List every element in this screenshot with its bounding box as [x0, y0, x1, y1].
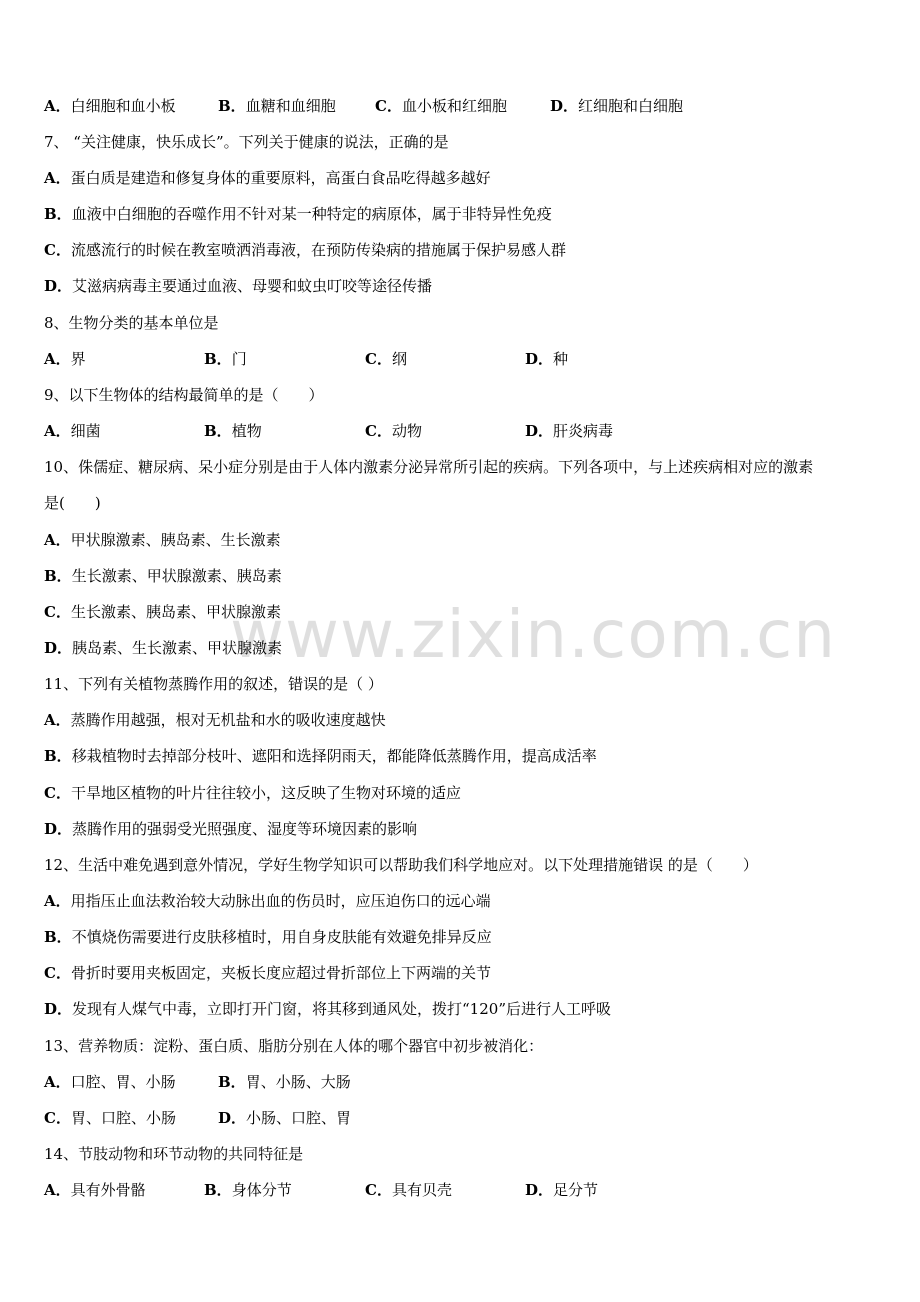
- q8-options: [44, 347, 890, 371]
- q13-options-row2: [44, 1106, 890, 1130]
- q6-option-d: D．红细胞和白细胞: [550, 97, 684, 115]
- q11-option-a: A．蒸腾作用越强，根对无机盐和水的吸收速度越快: [44, 711, 386, 729]
- q14-option-b: B．身体分节: [204, 1181, 292, 1199]
- q14-option-a: A．具有外骨骼: [44, 1181, 146, 1199]
- q13-stem: 13、营养物质：淀粉、蛋白质、脂肪分别在人体的哪个器官中初步被消化：: [44, 1037, 544, 1055]
- q8-option-c: C．纲: [365, 350, 407, 368]
- q7-option-b: B．血液中白细胞的吞噬作用不针对某一种特定的病原体，属于非特异性免疫: [44, 205, 552, 223]
- q14-option-d: D．足分节: [525, 1181, 599, 1199]
- q8-option-a: A．界: [44, 350, 86, 368]
- q8-option-b: B．门: [204, 350, 247, 368]
- q13-option-b: B．胃、小肠、大肠: [218, 1073, 351, 1091]
- q8-option-d: D．种: [525, 350, 569, 368]
- q12-option-a: A．用指压止血法救治较大动脉出血的伤员时，应压迫伤口的远心端: [44, 892, 491, 910]
- q10-option-d: D．胰岛素、生长激素、甲状腺激素: [44, 639, 283, 657]
- q13-option-a: A．口腔、胃、小肠: [44, 1073, 176, 1091]
- q9-stem: 9、以下生物体的结构最简单的是（ ）: [44, 386, 324, 404]
- q12-option-c: C．骨折时要用夹板固定，夹板长度应超过骨折部位上下两端的关节: [44, 964, 491, 982]
- q8-stem: 8、生物分类的基本单位是: [44, 314, 219, 332]
- q7-option-d: D．艾滋病病毒主要通过血液、母婴和蚊虫叮咬等途径传播: [44, 277, 433, 295]
- q11-option-b: B．移栽植物时去掉部分枝叶、遮阳和选择阴雨天，都能降低蒸腾作用，提高成活率: [44, 747, 597, 765]
- q13-option-d: D．小肠、口腔、胃: [218, 1109, 352, 1127]
- q7-option-a: A．蛋白质是建造和修复身体的重要原料，高蛋白食品吃得越多越好: [44, 169, 491, 187]
- q13-options-row1: [44, 1070, 890, 1094]
- q10-option-b: B．生长激素、甲状腺激素、胰岛素: [44, 567, 282, 585]
- q10-stem-line1: 10、侏儒症、糖尿病、呆小症分别是由于人体内激素分泌异常所引起的疾病。下列各项中，与上述疾病相对应的激素: [44, 458, 814, 476]
- q9-options: [44, 419, 890, 443]
- q7-stem: 7、 “关注健康，快乐成长”。下列关于健康的说法，正确的是: [44, 133, 449, 151]
- q12-stem: 12、生活中难免遇到意外情况，学好生物学知识可以帮助我们科学地应对。以下处理措施错误 的是（ ）: [44, 856, 758, 874]
- q6-option-b: B．血糖和血细胞: [218, 97, 336, 115]
- q12-option-d: D．发现有人煤气中毒，立即打开门窗，将其移到通风处，拨打“120”后进行人工呼吸: [44, 1000, 611, 1018]
- q6-option-a: A．白细胞和血小板: [44, 97, 176, 115]
- q14-options: [44, 1178, 890, 1202]
- q11-stem: 11、下列有关植物蒸腾作用的叙述，错误的是（ ）: [44, 675, 383, 693]
- q6-options: [44, 94, 890, 118]
- q14-stem: 14、节肢动物和环节动物的共同特征是: [44, 1145, 304, 1163]
- q9-option-b: B．植物: [204, 422, 262, 440]
- q9-option-d: D．肝炎病毒: [525, 422, 614, 440]
- q10-option-c: C．生长激素、胰岛素、甲状腺激素: [44, 603, 281, 621]
- q11-option-d: D．蒸腾作用的强弱受光照强度、湿度等环境因素的影响: [44, 820, 418, 838]
- q7-option-c: C．流感流行的时候在教室喷洒消毒液，在预防传染病的措施属于保护易感人群: [44, 241, 566, 259]
- q10-option-a: A．甲状腺激素、胰岛素、生长激素: [44, 531, 281, 549]
- q10-stem-line2: 是( ): [44, 494, 101, 512]
- q11-option-c: C．干旱地区植物的叶片往往较小，这反映了生物对环境的适应: [44, 784, 461, 802]
- watermark: www.zixin.com.cn: [230, 596, 837, 673]
- q9-option-a: A．细菌: [44, 422, 101, 440]
- q9-option-c: C．动物: [365, 422, 422, 440]
- q12-option-b: B．不慎烧伤需要进行皮肤移植时，用自身皮肤能有效避免排异反应: [44, 928, 492, 946]
- q6-option-c: C．血小板和红细胞: [375, 97, 507, 115]
- q13-option-c: C．胃、口腔、小肠: [44, 1109, 176, 1127]
- q14-option-c: C．具有贝壳: [365, 1181, 452, 1199]
